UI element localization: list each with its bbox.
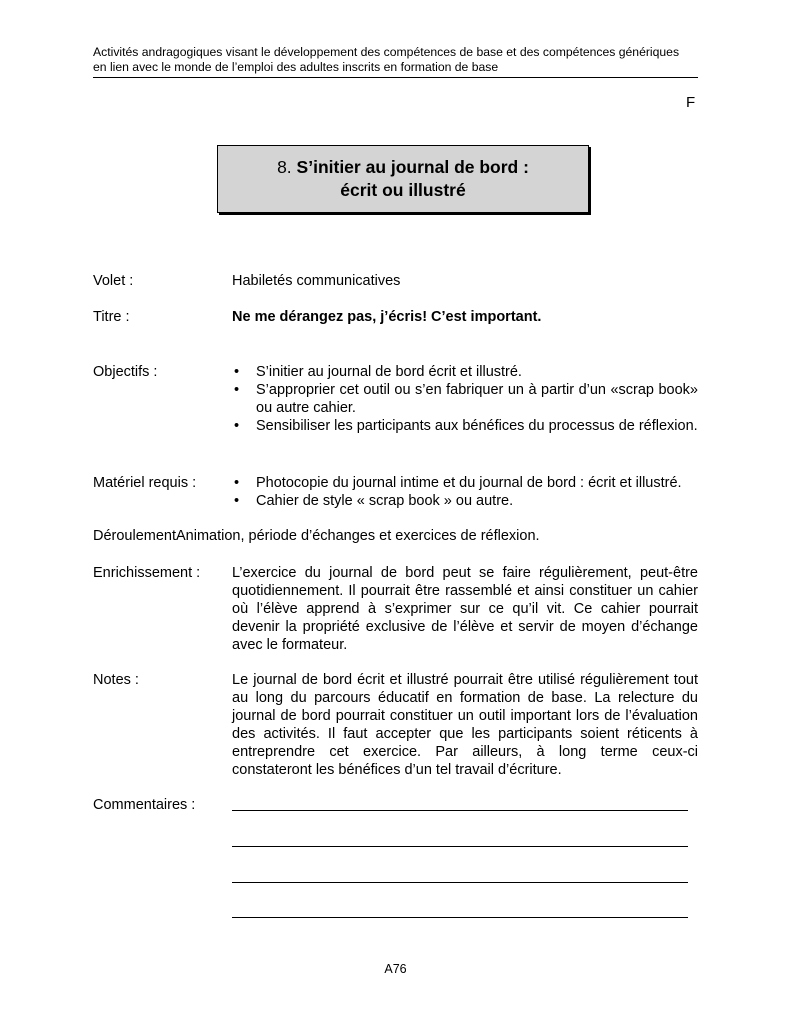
objectifs-list <box>232 363 698 435</box>
materiel-list <box>232 474 702 510</box>
title-text-2: écrit ou illustré <box>340 180 466 200</box>
comment-line[interactable] <box>232 846 688 847</box>
notes-label: Notes : <box>93 672 139 688</box>
deroulement-label: Déroulement <box>93 528 177 544</box>
section-letter: F <box>686 94 696 111</box>
bullet-icon: • <box>234 382 240 398</box>
enrichissement-label: Enrichissement : <box>93 565 201 581</box>
bullet-icon: • <box>234 418 240 434</box>
activity-title-box <box>217 145 589 213</box>
enrichissement-value: L’exercice du journal de bord peut se faire régulièrement, peut-être quotidiennement. Il pourrait être rassemblé et ainsi constituer un cahier où l’élève apprend à s’exprimer sur ce qu’il vit. Ce cahier pourrait devenir la propriété exclusive de l’élève et servir de moyen d’échange avec le formateur. <box>232 565 698 653</box>
comment-line[interactable] <box>232 917 688 918</box>
header-line-1: Activités andragogiques visant le développement des compétences de base et des compétences génériques <box>93 45 680 59</box>
objectifs-label: Objectifs : <box>93 364 158 380</box>
comment-line[interactable] <box>232 882 688 883</box>
deroulement-row <box>93 527 540 545</box>
volet-value: Habiletés communicatives <box>232 273 401 289</box>
title-number: 8. <box>277 157 292 177</box>
deroulement-value: Animation, période d’échanges et exercices de réflexion. <box>176 528 540 544</box>
materiel-label: Matériel requis : <box>93 475 197 491</box>
commentaires-label: Commentaires : <box>93 797 196 813</box>
header-line-2: en lien avec le monde de l’emploi des adultes inscrits en formation de base <box>93 60 499 74</box>
objectif-item: • S’approprier cet outil ou s’en fabriquer un à partir d’un «scrap book» ou autre cahier. <box>234 382 698 416</box>
notes-value: Le journal de bord écrit et illustré pourrait être utilisé régulièrement tout au long du parcours éducatif en formation de base. La relecture du journal de bord pourrait constituer un outil important lors de l’évaluation des activités. Il faut accepter que les participants soient réticents à entreprendre cet exercice. Par ailleurs, à long terme ceux-ci constateront les bénéfices d’un tel travail d’écriture. <box>232 672 698 778</box>
title-text-1: S’initier au journal de bord : <box>296 157 529 177</box>
page-number: A76 <box>384 962 407 976</box>
volet-label: Volet : <box>93 273 134 289</box>
titre-label: Titre : <box>93 309 130 325</box>
titre-value: Ne me dérangez pas, j’écris! C’est important. <box>232 309 542 325</box>
materiel-item: • Cahier de style « scrap book » ou autre. <box>234 493 514 509</box>
materiel-item: • Photocopie du journal intime et du journal de bord : écrit et illustré. <box>234 475 682 491</box>
title-line-1 <box>218 156 588 179</box>
objectif-item: • S’initier au journal de bord écrit et illustré. <box>234 364 522 380</box>
bullet-icon: • <box>234 493 240 509</box>
bullet-icon: • <box>234 364 240 380</box>
running-header <box>93 45 698 78</box>
objectif-item: • Sensibiliser les participants aux bénéfices du processus de réflexion. <box>234 418 698 434</box>
comment-line[interactable] <box>232 810 688 811</box>
bullet-icon: • <box>234 475 240 491</box>
